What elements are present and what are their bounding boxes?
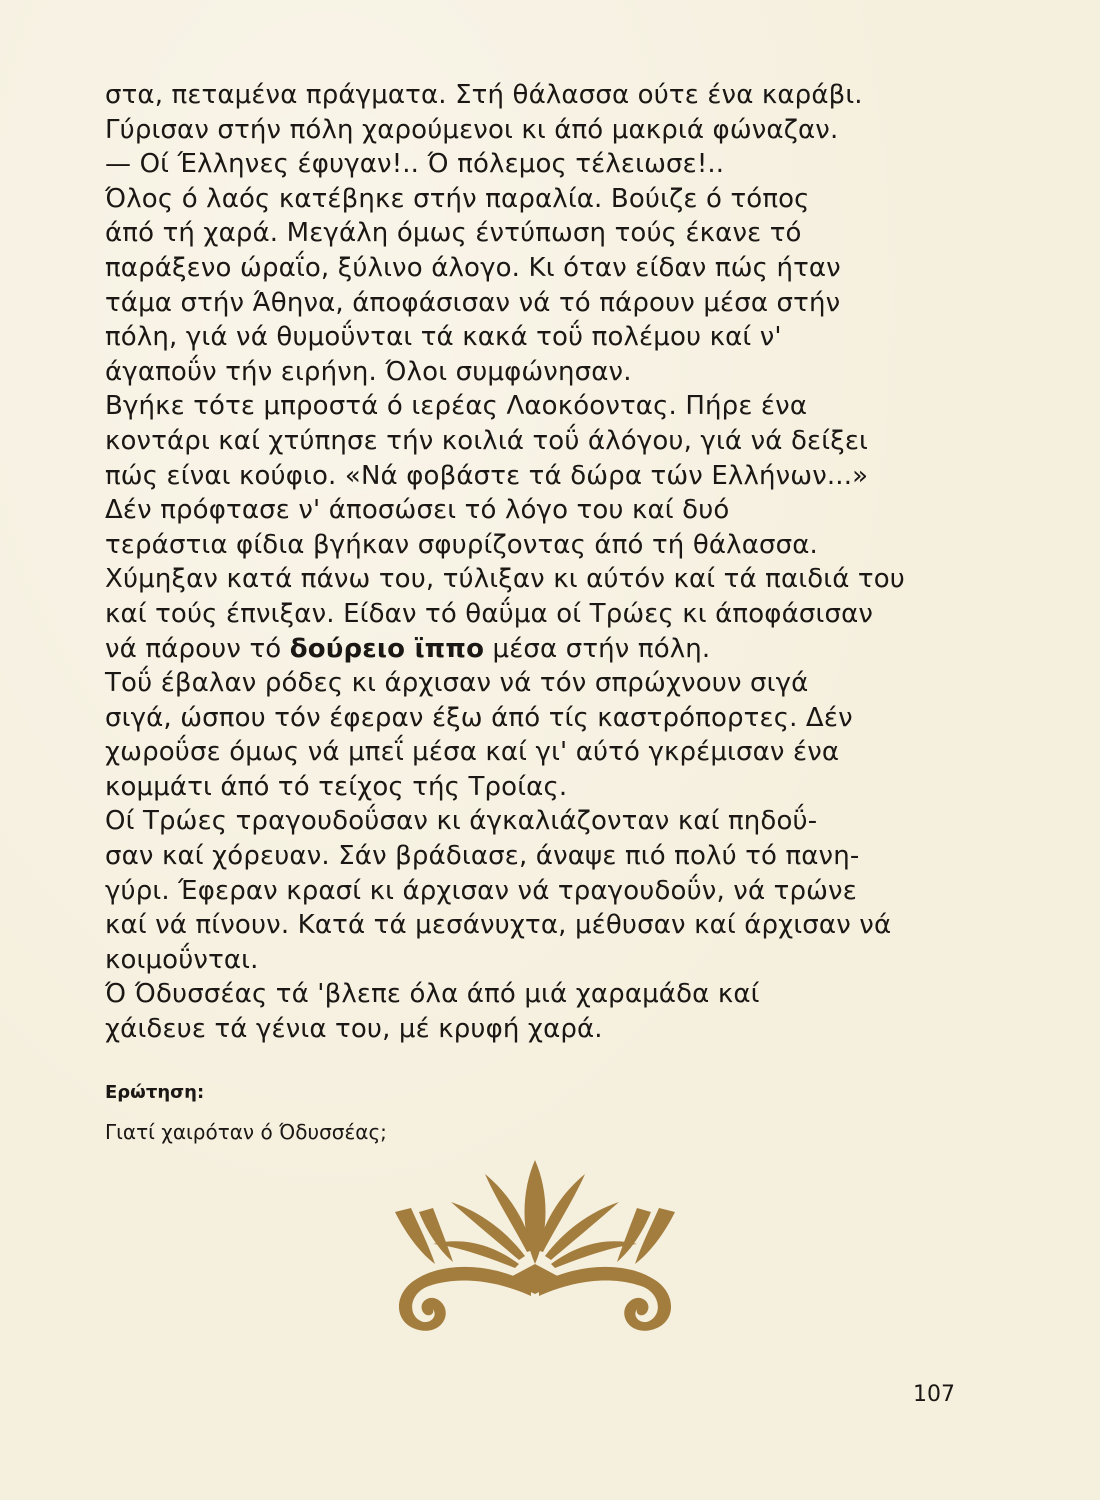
text-line: τεράστια φίδια βγήκαν σφυρίζοντας άπό τή θάλασσα. — [105, 529, 818, 560]
text-line: πόλη, γιά νά θυμοΰνται τά κακά τοΰ πολέμου καί ν' — [105, 322, 782, 353]
text-line: τάμα στήν Άθηνα, άποφάσισαν νά τό πάρουν μέσα στήν — [105, 287, 841, 318]
text-line: Ό Όδυσσέας τά 'βλεπε όλα άπό μιά χαραμάδα καί — [105, 979, 760, 1010]
text-line: στα, πεταμένα πράγματα. Στή θάλασσα ούτε ένα καράβι. — [105, 80, 863, 110]
question-label: Ερώτηση: — [105, 1082, 205, 1103]
question-text: Γιατί χαιρόταν ό Όδυσσέας; — [105, 1120, 387, 1144]
text-line: παράξενο ώραΐο, ξύλινο άλογο. Κι όταν είδαν πώς ήταν — [105, 252, 841, 283]
question-section — [105, 1080, 955, 1146]
text-line: πώς είναι κούφιο. «Νά φοβάστε τά δώρα τών Ελλήνων...» — [105, 460, 869, 491]
text-line: Τοΰ έβαλαν ρόδες κι άρχισαν νά τόν σπρώχνουν σιγά — [105, 668, 809, 699]
text-line-part: νά πάρουν τό — [105, 633, 290, 664]
text-line: χάιδευε τά γένια του, μέ κρυφή χαρά. — [105, 1014, 603, 1045]
palmette-ornament-icon — [335, 1152, 735, 1352]
story-text — [105, 78, 955, 1047]
text-line: Γύρισαν στήν πόλη χαρούμενοι κι άπό μακριά φώναζαν. — [105, 114, 839, 145]
text-line: Βγήκε τότε μπροστά ό ιερέας Λαοκόοντας. Πήρε ένα — [105, 391, 808, 422]
text-line: κοντάρι καί χτύπησε τήν κοιλιά τοΰ άλόγου, γιά νά δείξει — [105, 425, 869, 456]
text-line: άγαποΰν τήν ειρήνη. Όλοι συμφώνησαν. — [105, 356, 632, 387]
text-line: Χύμηξαν κατά πάνω του, τύλιξαν κι αύτόν καί τά παιδιά του — [105, 564, 905, 595]
text-line: Οί Τρώες τραγουδοΰσαν κι άγκαλιάζονταν καί πηδοΰ- — [105, 806, 818, 837]
text-line: Δέν πρόφτασε ν' άποσώσει τό λόγο του καί δυό — [105, 495, 730, 526]
text-line: καί νά πίνουν. Κατά τά μεσάνυχτα, μέθυσαν καί άρχισαν νά — [105, 910, 892, 941]
text-line: σιγά, ώσπου τόν έφεραν έξω άπό τίς καστρόπορτες. Δέν — [105, 702, 853, 733]
text-line: χωροΰσε όμως νά μπεΐ μέσα καί γι' αύτό γκρέμισαν ένα — [105, 737, 840, 768]
text-line: κοιμοΰνται. — [105, 944, 259, 975]
text-line-part: μέσα στήν πόλη. — [484, 633, 711, 664]
text-line: κομμάτι άπό τό τείχος τής Τροίας. — [105, 771, 568, 802]
text-line: σαν καί χόρευαν. Σάν βράδιασε, άναψε πιό πολύ τό πανη- — [105, 841, 860, 872]
bold-term: δούρειο ϊππο — [289, 633, 485, 664]
text-line: καί τούς έπνιξαν. Είδαν τό θαΰμα οί Τρώες κι άποφάσισαν — [105, 598, 874, 629]
text-line: — Οί Έλληνες έφυγαν!.. Ό πόλεμος τέλειωσε!.. — [105, 149, 725, 180]
text-line: Όλος ό λαός κατέβηκε στήν παραλία. Βούιζε ό τόπος — [105, 183, 810, 214]
text-line: άπό τή χαρά. Μεγάλη όμως έντύπωση τούς έκανε τό — [105, 218, 802, 249]
text-line-with-bold — [105, 632, 955, 667]
text-line: γύρι. Έφεραν κρασί κι άρχισαν νά τραγουδοΰν, νά τρώνε — [105, 875, 857, 906]
page-number: 107 — [913, 1382, 955, 1407]
